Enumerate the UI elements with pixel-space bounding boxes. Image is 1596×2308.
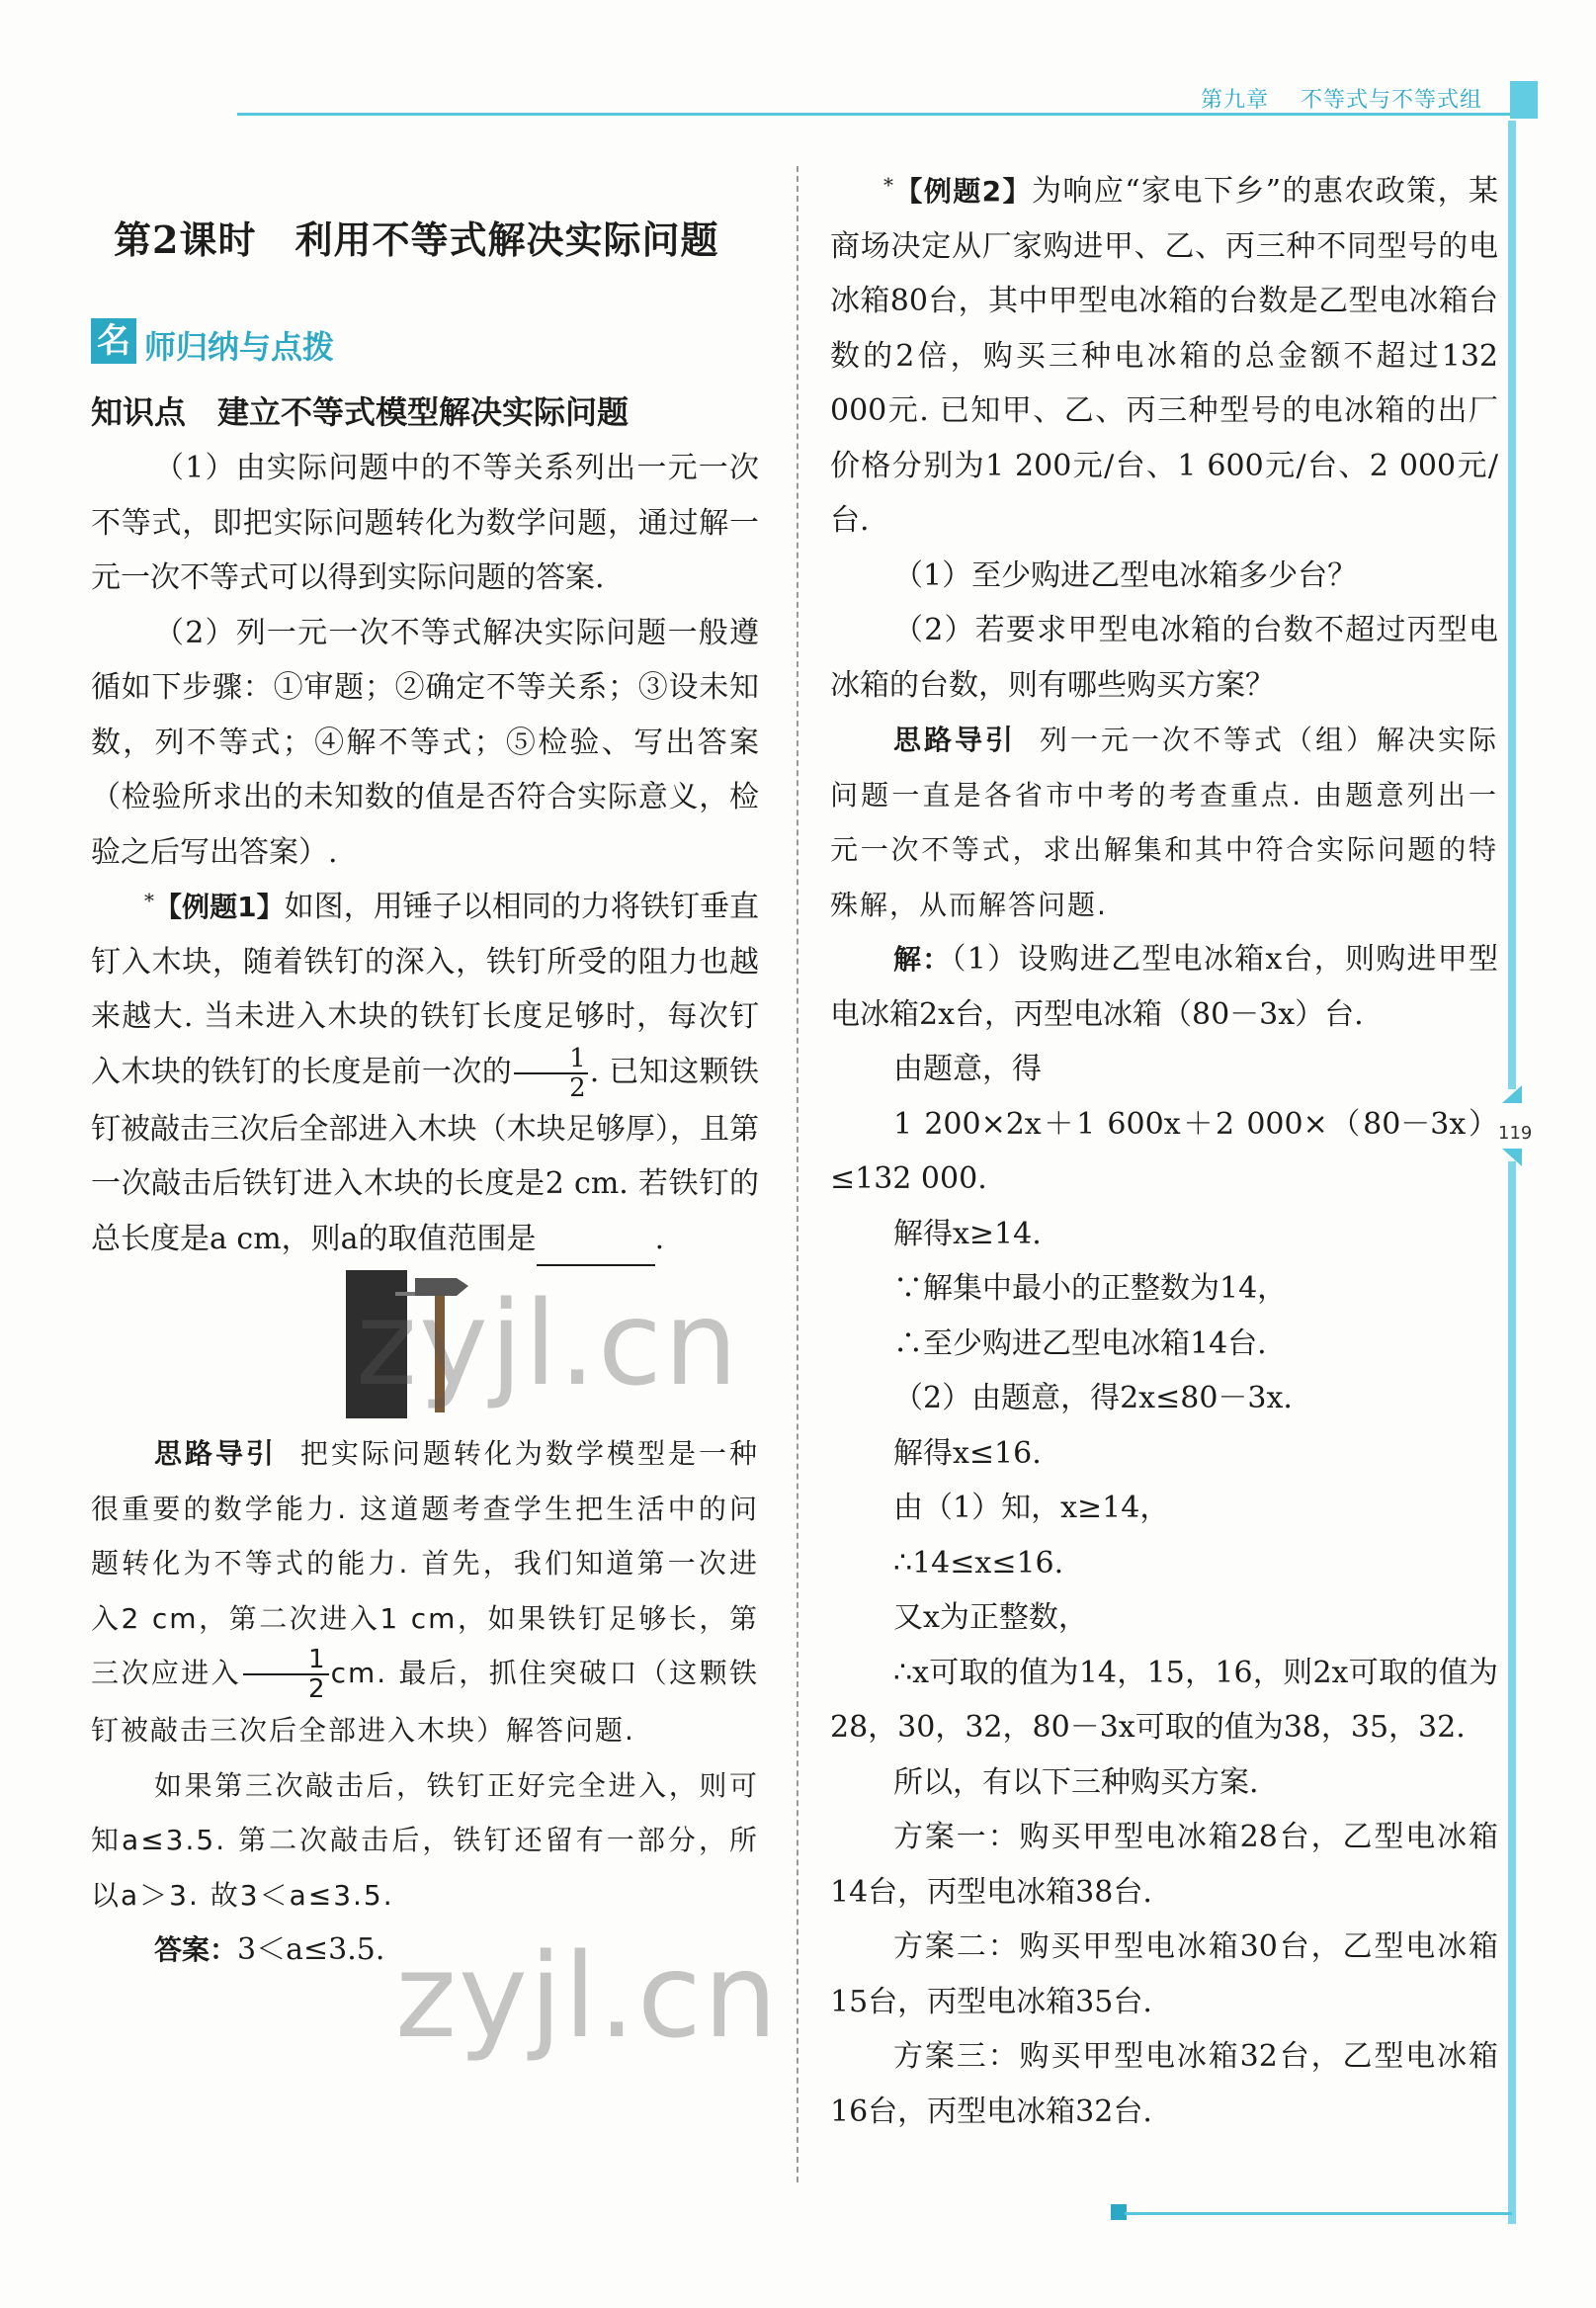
section-badge: 名: [91, 318, 136, 364]
header-tab: [1510, 81, 1538, 119]
solution-step: 又x为正整数，: [893, 1600, 1088, 1635]
example-1: *【例题1】如图，用锤子以相同的力将铁钉垂直钉入木块，随着铁钉的深入，铁钉所受的阻力也越来越大. 当未进入木块的铁钉长度足够时，每次钉入木块的铁钉的长度是前一次的 $\frac{1}{2}$ . 已知这颗铁钉被敲击三次后全部进入木块（木块足够厚），且第一次敲击后铁钉进入木块的长度是2 cm. 若铁钉的总长度是a cm，则a的取值范围是 .: [91, 880, 759, 1266]
left-column: [91, 441, 759, 1978]
answer-label: 答案：: [154, 1933, 238, 1966]
question-2: （2）若要求甲型电冰箱的台数不超过丙型电冰箱的台数，则有哪些购买方案？: [830, 613, 1498, 703]
example-1-text-a: 如图，用锤子以相同的力将铁钉垂直钉入木块，随着铁钉的深入，铁钉所受的阻力也越来越大. 当未进入木块的铁钉长度足够时，每次钉入木块的铁钉的长度是前一次的: [91, 890, 760, 1089]
solution-step: 解得x≤16.: [893, 1435, 1042, 1471]
solution-step: ∵解集中最小的正整数为14，: [893, 1271, 1288, 1306]
side-rail-bottom: [1508, 1161, 1516, 2224]
example-2: [830, 164, 1498, 549]
fraction-numerator: 1: [243, 1646, 329, 1675]
question-1: （1）至少购进乙型电冰箱多少台？: [893, 557, 1358, 593]
solution-step: 所以，有以下三种购买方案.: [893, 1764, 1259, 1800]
guide-1-fraction: [243, 1646, 329, 1703]
answer-blank: [537, 1235, 655, 1266]
guide-1-text-a: 把实际问题转化为数学模型是一种很重要的数学能力. 这道题考查学生把生活中的问题转化为不等式的能力. 首先，我们知道第一次进入2 cm，第二次进入1 cm，如果铁钉足够长，第三次应进入: [91, 1437, 759, 1689]
solution-step: 由题意，得: [893, 1052, 1042, 1086]
guide-2-text: 列一元一次不等式（组）解决实际问题一直是各省市中考的考查重点. 由题意列出一元一次不等式，求出解集和其中符合实际问题的特殊解，从而解答问题.: [830, 724, 1498, 921]
plan-1: 方案一：购买甲型电冰箱28台，乙型电冰箱14台，丙型电冰箱38台.: [830, 1820, 1498, 1910]
chapter-number: 第九章: [1201, 88, 1270, 113]
solution-step: 解得x≥14.: [893, 1216, 1042, 1251]
fraction-denominator: 2: [308, 1674, 327, 1704]
plan-3: 方案三：购买甲型电冰箱32台，乙型电冰箱16台，丙型电冰箱32台.: [830, 2039, 1498, 2129]
solution-2-part-1: [830, 932, 1498, 1042]
guide-1: [91, 1426, 759, 1758]
side-rail-top: [1508, 121, 1516, 1089]
watermark: zyjl.cn: [395, 1927, 780, 2064]
solution-step: ∴x可取的值为14，15，16，则2x可取的值为28，30，32，80－3x可取的值为38，35，32.: [830, 1655, 1498, 1745]
example-2-text: 为响应“家电下乡”的惠农政策，某商场决定从厂家购进甲、乙、丙三种不同型号的电冰箱80台，其中甲型电冰箱的台数是乙型电冰箱台数的2倍，购买三种电冰箱的总金额不超过132 000元. 已知甲、乙、丙三种型号的电冰箱的出厂价格分别为1 200元/台、1 600元/台、2 000元/台.: [830, 174, 1498, 538]
example-1-fraction: [514, 1045, 588, 1102]
example-1-text-b: . 已知这颗铁钉被敲击三次后全部进入木块（木块足够厚），且第一次敲击后铁钉进入木块的长度是2 cm. 若铁钉的总长度是a cm，则a的取值范围是: [91, 1054, 759, 1256]
chapter-header: [1201, 83, 1482, 114]
example-1-star: *: [144, 889, 154, 912]
footer-rule: [1125, 2212, 1512, 2215]
fraction-numerator: 1: [514, 1045, 588, 1074]
solution-step: （2）由题意，得2x≤80－3x.: [893, 1381, 1293, 1415]
solution-step: ∴14≤x≤16.: [893, 1545, 1064, 1581]
plan-2: 方案二：购买甲型电冰箱30台，乙型电冰箱15台，丙型电冰箱35台.: [830, 1929, 1498, 2019]
guide-1-label: 思路导引: [154, 1437, 278, 1470]
example-2-label: 【例题2】: [893, 175, 1033, 208]
watermark: zyjl.cn: [356, 1275, 740, 1411]
knowledge-point-2: （2）列一元一次不等式解决实际问题一般遵循如下步骤：①审题；②确定不等关系；③设未知数，列不等式；④解不等式；⑤检验、写出答案（检验所求出的未知数的值是否符合实际意义，检验之后写出答案）.: [91, 615, 759, 870]
solution-label: 解：: [893, 943, 952, 976]
answer-value: 3＜a≤3.5.: [237, 1932, 385, 1967]
guide-1-text-b: cm. 最后，抓住突破口（这颗铁钉被敲击三次后全部进入木块）解答问题.: [91, 1657, 759, 1747]
header-rule: [237, 113, 1527, 116]
example-1-label: 【例题1】: [154, 891, 285, 923]
solution-1: 如果第三次敲击后，铁钉正好完全进入，则可知a≤3.5. 第二次敲击后，铁钉还留有一部分，所以a＞3. 故3＜a≤3.5.: [91, 1768, 759, 1912]
solution-step: 1 200×2x＋1 600x＋2 000×（80－3x）≤132 000.: [830, 1106, 1498, 1196]
solution-2-text: （1）设购进乙型电冰箱x台，则购进甲型电冰箱2x台，丙型电冰箱（80－3x）台.: [830, 942, 1498, 1032]
solution-step: 由（1）知，x≥14，: [893, 1491, 1170, 1525]
example-2-star: *: [883, 173, 893, 197]
right-column: [830, 164, 1498, 2139]
solution-step: ∴至少购进乙型电冰箱14台.: [893, 1325, 1267, 1361]
lesson-title: 第2课时 利用不等式解决实际问题: [114, 217, 719, 262]
fraction-denominator: 2: [569, 1072, 586, 1103]
rail-arrow-top: [1502, 1085, 1522, 1103]
guide-2: [830, 713, 1498, 932]
column-divider: [797, 166, 798, 2182]
guide-2-label: 思路导引: [893, 724, 1017, 756]
chapter-title: 不等式与不等式组: [1301, 88, 1483, 113]
page-number: 119: [1498, 1123, 1533, 1144]
knowledge-point-heading: 知识点 建立不等式模型解决实际问题: [91, 393, 630, 431]
section-label: 师归纳与点拨: [144, 328, 335, 366]
knowledge-point-1: （1）由实际问题中的不等关系列出一元一次不等式，即把实际问题转化为数学问题，通过解一元一次不等式可以得到实际问题的答案.: [91, 451, 759, 595]
